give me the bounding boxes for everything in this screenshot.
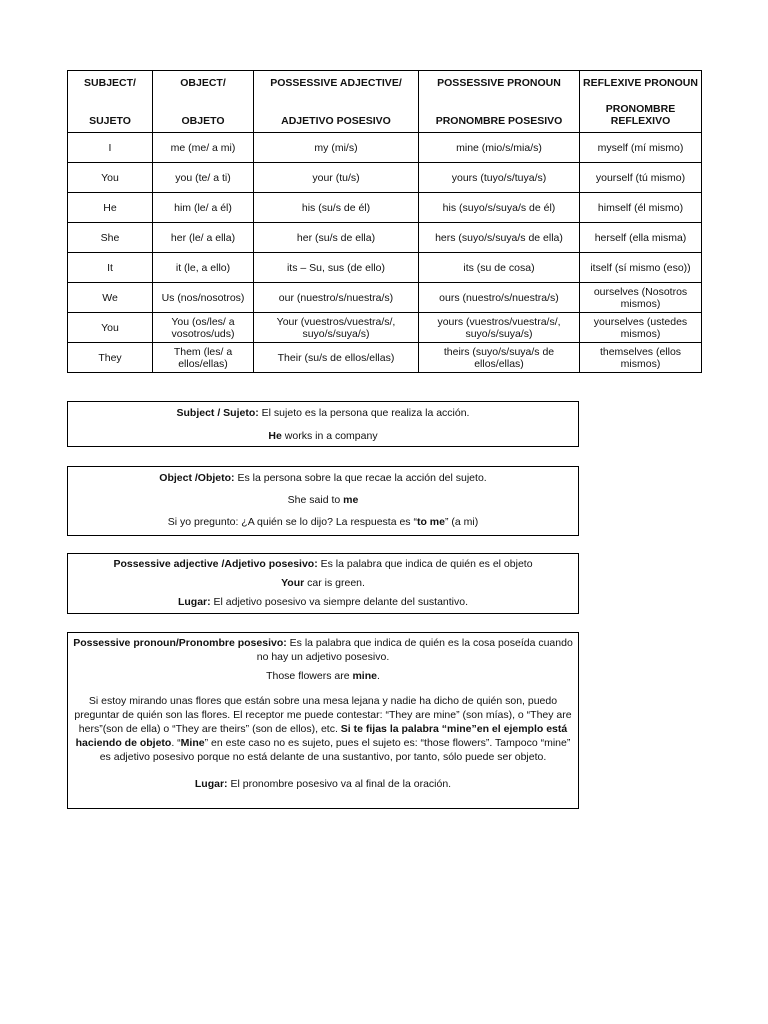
possessive-adjective-example: Your car is green. — [281, 577, 365, 589]
table-cell: I — [68, 133, 153, 163]
table-cell: its – Su, sus (de ello) — [254, 253, 419, 283]
table-cell: ours (nuestro/s/nuestra/s) — [419, 283, 580, 313]
table-row — [68, 193, 702, 223]
table-cell: his (su/s de él) — [254, 193, 419, 223]
table-row — [68, 313, 702, 343]
possessive-pronoun-definition: Possessive pronoun/Pronombre posesivo: Es la palabra que indica de quién es la cosa poseída cuando no hay un adjetivo posesivo. — [73, 637, 573, 663]
table-cell: my (mi/s) — [254, 133, 419, 163]
table-header-row — [68, 71, 702, 133]
table-cell: Your (vuestros/vuestra/s/, suyo/s/suya/s) — [254, 313, 419, 343]
possessive-pronoun-box — [67, 632, 579, 809]
table-cell: theirs (suyo/s/suya/s de ellos/ellas) — [419, 343, 580, 373]
table-cell: yours (tuyo/s/tuya/s) — [419, 163, 580, 193]
possessive-pronoun-example: Those flowers are mine. — [266, 670, 380, 682]
table-cell: it (le, a ello) — [153, 253, 254, 283]
table-row — [68, 163, 702, 193]
possessive-adjective-definition: Possessive adjective /Adjetivo posesivo: Es la palabra que indica de quién es el objeto — [113, 558, 533, 570]
table-cell: You — [68, 313, 153, 343]
table-cell: its (su de cosa) — [419, 253, 580, 283]
table-cell: yourselves (ustedes mismos) — [580, 313, 702, 343]
table-cell: He — [68, 193, 153, 223]
table-cell: themselves (ellos mismos) — [580, 343, 702, 373]
table-cell: They — [68, 343, 153, 373]
pronoun-table — [67, 70, 702, 373]
table-cell: his (suyo/s/suya/s de él) — [419, 193, 580, 223]
table-row — [68, 343, 702, 373]
table-cell: herself (ella misma) — [580, 223, 702, 253]
table-cell: Them (les/ a ellos/ellas) — [153, 343, 254, 373]
table-cell: Us (nos/nosotros) — [153, 283, 254, 313]
object-example: She said to me — [287, 494, 359, 506]
subject-definition-box — [67, 401, 579, 447]
table-cell: our (nuestro/s/nuestra/s) — [254, 283, 419, 313]
table-cell: itself (sí mismo (eso)) — [580, 253, 702, 283]
table-cell: me (me/ a mi) — [153, 133, 254, 163]
table-row — [68, 283, 702, 313]
table-cell: yourself (tú mismo) — [580, 163, 702, 193]
header-cell: REFLEXIVE PRONOUN PRONOMBRE REFLEXIVO — [580, 71, 702, 133]
table-cell: She — [68, 223, 153, 253]
table-cell: Their (su/s de ellos/ellas) — [254, 343, 419, 373]
table-row — [68, 133, 702, 163]
table-cell: You (os/les/ a vosotros/uds) — [153, 313, 254, 343]
table-cell: mine (mio/s/mia/s) — [419, 133, 580, 163]
subject-example: He works in a company — [268, 430, 378, 442]
possessive-pronoun-explanation: Si estoy mirando unas flores que están sobre una mesa lejana y nadie ha dicho de quién son, puedo preguntar de quién son las flores. El receptor me puede contestar: “They are mine” (son mías), o “They are hers”(son de ella) o “They are theirs” (son de ellos), etc. Si te fijas la palabra “mine”en el ejemplo está haciendo de objeto. “Mine” en este caso no es sujeto, pues el sujeto es: “those flowers”. Tampoco “mine” es adjetivo posesivo porque no está delante de una sustantivo, por tanto, sólo puede ser objeto. — [74, 695, 572, 763]
possessive-adjective-place: Lugar: El adjetivo posesivo va siempre delante del sustantivo. — [177, 596, 469, 608]
table-row — [68, 223, 702, 253]
table-cell: ourselves (Nosotros mismos) — [580, 283, 702, 313]
subject-definition: Subject / Sujeto: El sujeto es la persona que realiza la acción. — [176, 407, 470, 419]
table-cell: myself (mí mismo) — [580, 133, 702, 163]
table-cell: her (le/ a ella) — [153, 223, 254, 253]
table-cell: her (su/s de ella) — [254, 223, 419, 253]
object-question: Si yo pregunto: ¿A quién se lo dijo? La respuesta es “to me” (a mi) — [167, 516, 479, 528]
header-cell: SUBJECT/ SUJETO — [68, 71, 153, 133]
header-cell: OBJECT/ OBJETO — [153, 71, 254, 133]
table-row — [68, 253, 702, 283]
possessive-adjective-box — [67, 553, 579, 614]
table-cell: your (tu/s) — [254, 163, 419, 193]
table-cell: himself (él mismo) — [580, 193, 702, 223]
table-cell: You — [68, 163, 153, 193]
object-definition: Object /Objeto: Es la persona sobre la que recae la acción del sujeto. — [159, 472, 487, 484]
table-cell: him (le/ a él) — [153, 193, 254, 223]
table-cell: you (te/ a ti) — [153, 163, 254, 193]
table-cell: We — [68, 283, 153, 313]
header-cell: POSSESSIVE ADJECTIVE/ ADJETIVO POSESIVO — [254, 71, 419, 133]
table-cell: hers (suyo/s/suya/s de ella) — [419, 223, 580, 253]
object-definition-box — [67, 466, 579, 536]
table-cell: It — [68, 253, 153, 283]
header-cell: POSSESSIVE PRONOUN PRONOMBRE POSESIVO — [419, 71, 580, 133]
possessive-pronoun-place: Lugar: El pronombre posesivo va al final de la oración. — [194, 778, 452, 790]
table-cell: yours (vuestros/vuestra/s/, suyo/s/suya/s) — [419, 313, 580, 343]
